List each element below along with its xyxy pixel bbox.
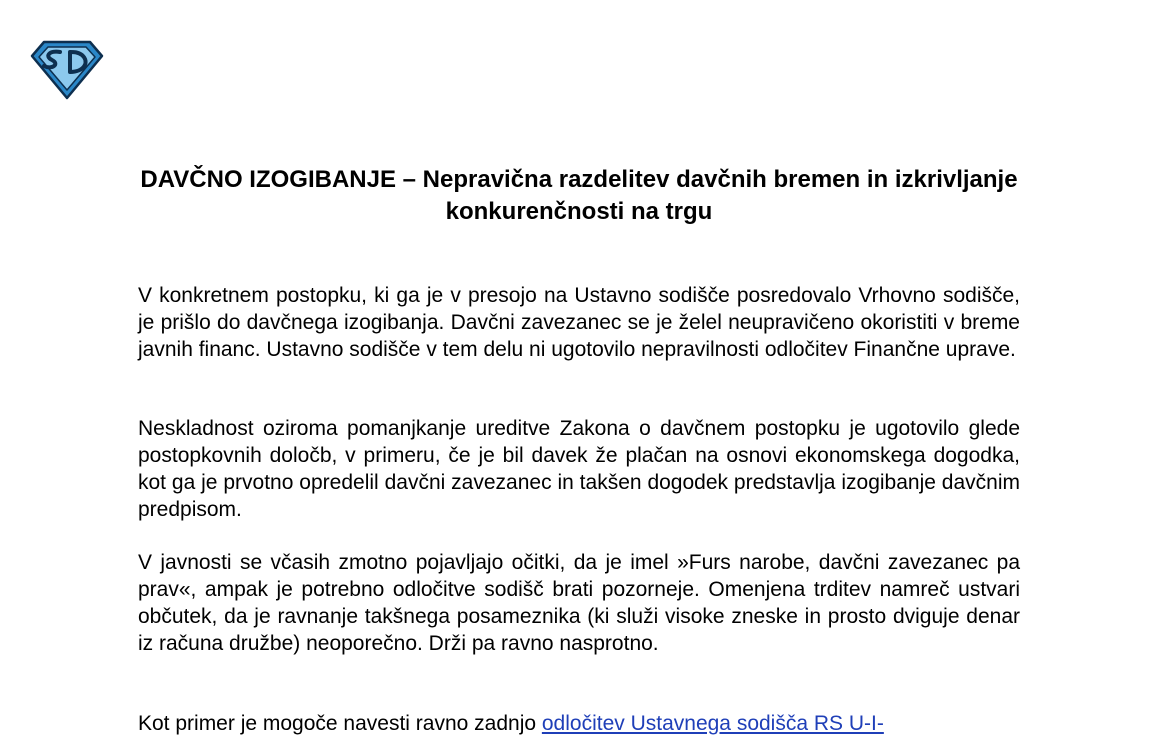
logo: [30, 40, 104, 100]
sd-logo-icon: [30, 40, 104, 100]
paragraph-1: V konkretnem postopku, ki ga je v presojo na Ustavno sodišče posredovalo Vrhovno sodišče, je prišlo do davčnega izogibanja. Davčni zavezanec se je želel neupravičeno okoristiti v breme javnih financ. Ustavno sodišče v tem delu ni ugotovilo nepravilnosti odločitev Finančne uprave.: [138, 284, 1020, 361]
constitutional-court-decision-link[interactable]: odločitev Ustavnega sodišča RS U-I-: [541, 712, 884, 735]
paragraph-2: Neskladnost oziroma pomanjkanje ureditve Zakona o davčnem postopku je ugotovilo glede postopkovnih določb, v primeru, če je bil davek že plačan na osnovi ekonomskega dogodka, kot ga je prvotno opredelil davčni zavezanec in takšen dogodek predstavlja izogibanje davčnim predpisom.: [138, 417, 1020, 521]
paragraph-3: V javnosti se včasih zmotno pojavljajo očitki, da je imel »Furs narobe, davčni zavezanec pa prav«, ampak je potrebno odločitve sodišč brati pozorneje. Omenjena trditev namreč ustvari občutek, da je ravnanje takšnega posameznika (ki služi visoke zneske in prosto dviguje denar iz računa družbe) neoporečno. Drži pa ravno nasprotno.: [138, 551, 1020, 655]
document-title: DAVČNO IZOGIBANJE – Nepravična razdelitev davčnih bremen in izkrivljanje konkurenčnosti na trgu: [140, 166, 1018, 225]
paragraph-4-lead: Kot primer je mogoče navesti ravno zadnjo: [138, 712, 542, 735]
paragraph-4: [138, 710, 1020, 737]
